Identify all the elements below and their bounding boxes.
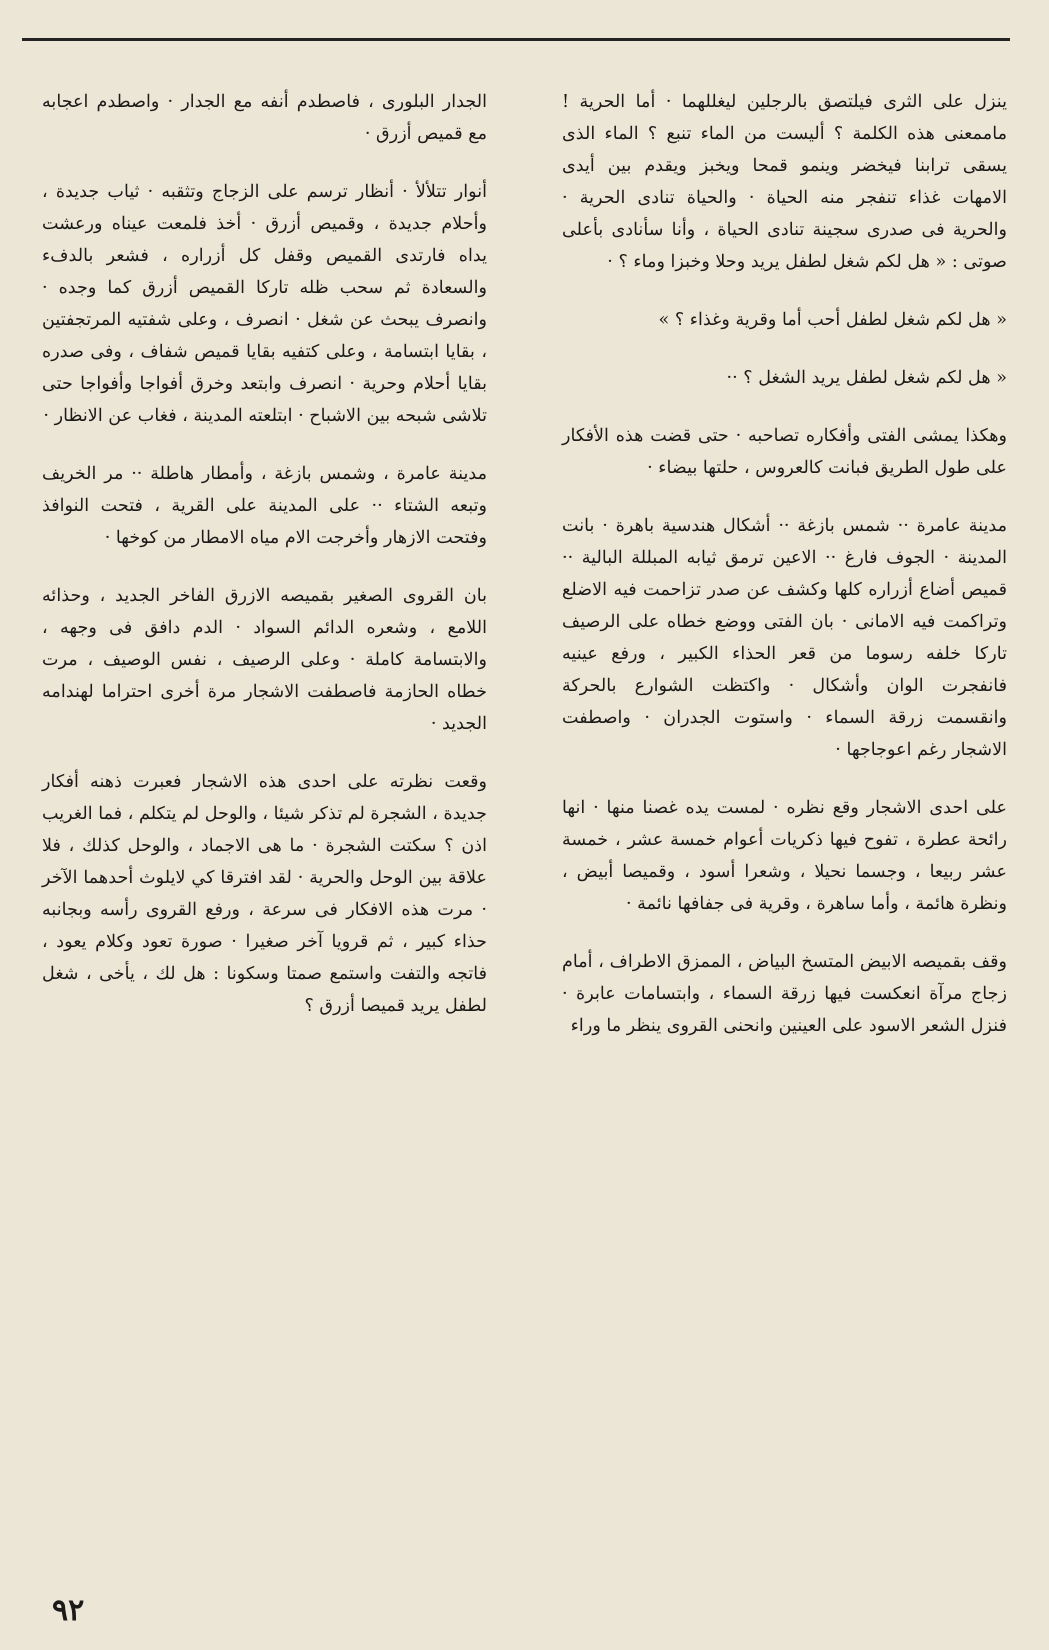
paragraph: « هل لكم شغل لطفل أحب أما وقرية وغذاء ؟ » [658,310,1007,330]
paragraph: أنوار تتلألأ · أنظار ترسم على الزجاج وتثقبه · ثياب جديدة ، وأحلام جديدة ، وقميص أزرق · أخذ فلمعت عيناه ورعشت يداه فارتدى القميص وقفل كل أزراره ، فشعر بالدفء والسعادة ثم سحب ظله تاركا القميص أزرق كما وجده · وانصرف يبحث عن شغل · انصرف ، وعلى شفتيه المرتجفتين ، بقايا ابتسامة ، وعلى كتفيه بقايا قميص شفاف ، وفى صدره بقايا أحلام وحرية · انصرف وابتعد وخرق أفواجا وأفواجا حتى تلاشى شبحه بين الاشباح · ابتلعته المدينة ، فغاب عن الانظار · [42,182,487,426]
page-number: ٩٢ [52,1593,85,1628]
left-column [42,86,487,1048]
paragraph: بان القروى الصغير بقميصه الازرق الفاخر الجديد ، وحذائه اللامع ، وشعره الدائم السواد · الدم دافق فى وجهه ، والابتسامة كاملة · وعلى الرصيف ، نفس الوصيف ، مرت خطاه الحازمة فاصطفت الاشجار مرة أخرى احتراما لهندامه الجديد · [42,586,487,734]
top-rule [22,38,1010,41]
paragraph: مدينة عامرة ·· شمس بازغة ·· أشكال هندسية باهرة · بانت المدينة · الجوف فارغ ·· الاعين ترمق ثيابه المبللة البالية ·· قميص أضاع أزراره كلها وكشف عن صدر تزاحمت فيه الاضلع وتراكمت فيه الامانى · بان الفتى ووضع خطاه على الرصيف تاركا خلفه رسوما من قعر الحذاء الكبير ، ورفع عينيه فانفجرت الوان وأشكال · واكتظت الشوارع بالحركة وانقسمت زرقة السماء · واستوت الجدران · واصطفت الاشجار رغم اعوجاجها · [562,516,1007,760]
paragraph: « هل لكم شغل لطفل يريد الشغل ؟ ·· [726,368,1007,388]
paragraph: ينزل على الثرى فيلتصق بالرجلين ليغللهما · أما الحرية ! ماممعنى هذه الكلمة ؟ أليست من الماء تنبع ؟ الماء الذى يسقى ترابنا فيخضر وينمو قمحا ويخبز ويقدم بين أيدى الامهات غذاء تنفجر منه الحياة · والحياة تنادى الحرية · والحرية فى صدرى سجينة تنادى الحياة ، وأنا سأنادى بأعلى صوتى : « هل لكم شغل لطفل يريد وحلا وخبزا وماء ؟ · [562,92,1007,272]
paragraph: على احدى الاشجار وقع نظره · لمست يده غصنا منها · انها رائحة عطرة ، تفوح فيها ذكريات أعوام خمسة عشر ، خمسة عشر ربيعا ، وجسما نحيلا ، وشعرا أسود ، وقميصا أبيض ، ونظرة هائمة ، وأما ساهرة ، وقرية فى جفافها نائمة · [562,798,1007,914]
paragraph: وقعت نظرته على احدى هذه الاشجار فعبرت ذهنه أفكار جديدة ، الشجرة لم تذكر شيئا ، والوحل لم يتكلم ، فما الغريب اذن ؟ سكتت الشجرة · ما هى الاجماد ، والوحل كذلك ، فلا علاقة بين الوحل والحرية · لقد افترقا كي لايلوث أحدهما الآخر · مرت هذه الافكار فى سرعة ، ورفع القروى رأسه وبجانبه حذاء كبير ، ثم قرويا آخر صغيرا · صورة تعود وكلام يعود ، فاتجه والتفت واستمع صمتا وسكونا : هل لك ، يأخى ، شغل لطفل يريد قميصا أزرق ؟ [42,772,487,1016]
paragraph: مدينة عامرة ، وشمس بازغة ، وأمطار هاطلة ·· مر الخريف وتبعه الشتاء ·· على المدينة على القرية ، فتحت النوافذ وفتحت الازهار وأخرجت الام مياه الامطار من كوخها · [42,464,487,548]
paragraph: وقف بقميصه الابيض المتسخ البياض ، الممزق الاطراف ، أمام زجاج مرآة انعكست فيها زرقة السماء ، وابتسامات عابرة · فنزل الشعر الاسود على العينين وانحنى القروى ينظر ما وراء [562,952,1007,1036]
paragraph: الجدار البلورى ، فاصطدم أنفه مع الجدار · واصطدم اعجابه مع قميص أزرق · [42,92,487,144]
right-column [562,86,1007,1068]
paragraph: وهكذا يمشى الفتى وأفكاره تصاحبه · حتى قضت هذه الأفكار على طول الطريق فبانت كالعروس ، حلتها بيضاء · [562,426,1007,478]
